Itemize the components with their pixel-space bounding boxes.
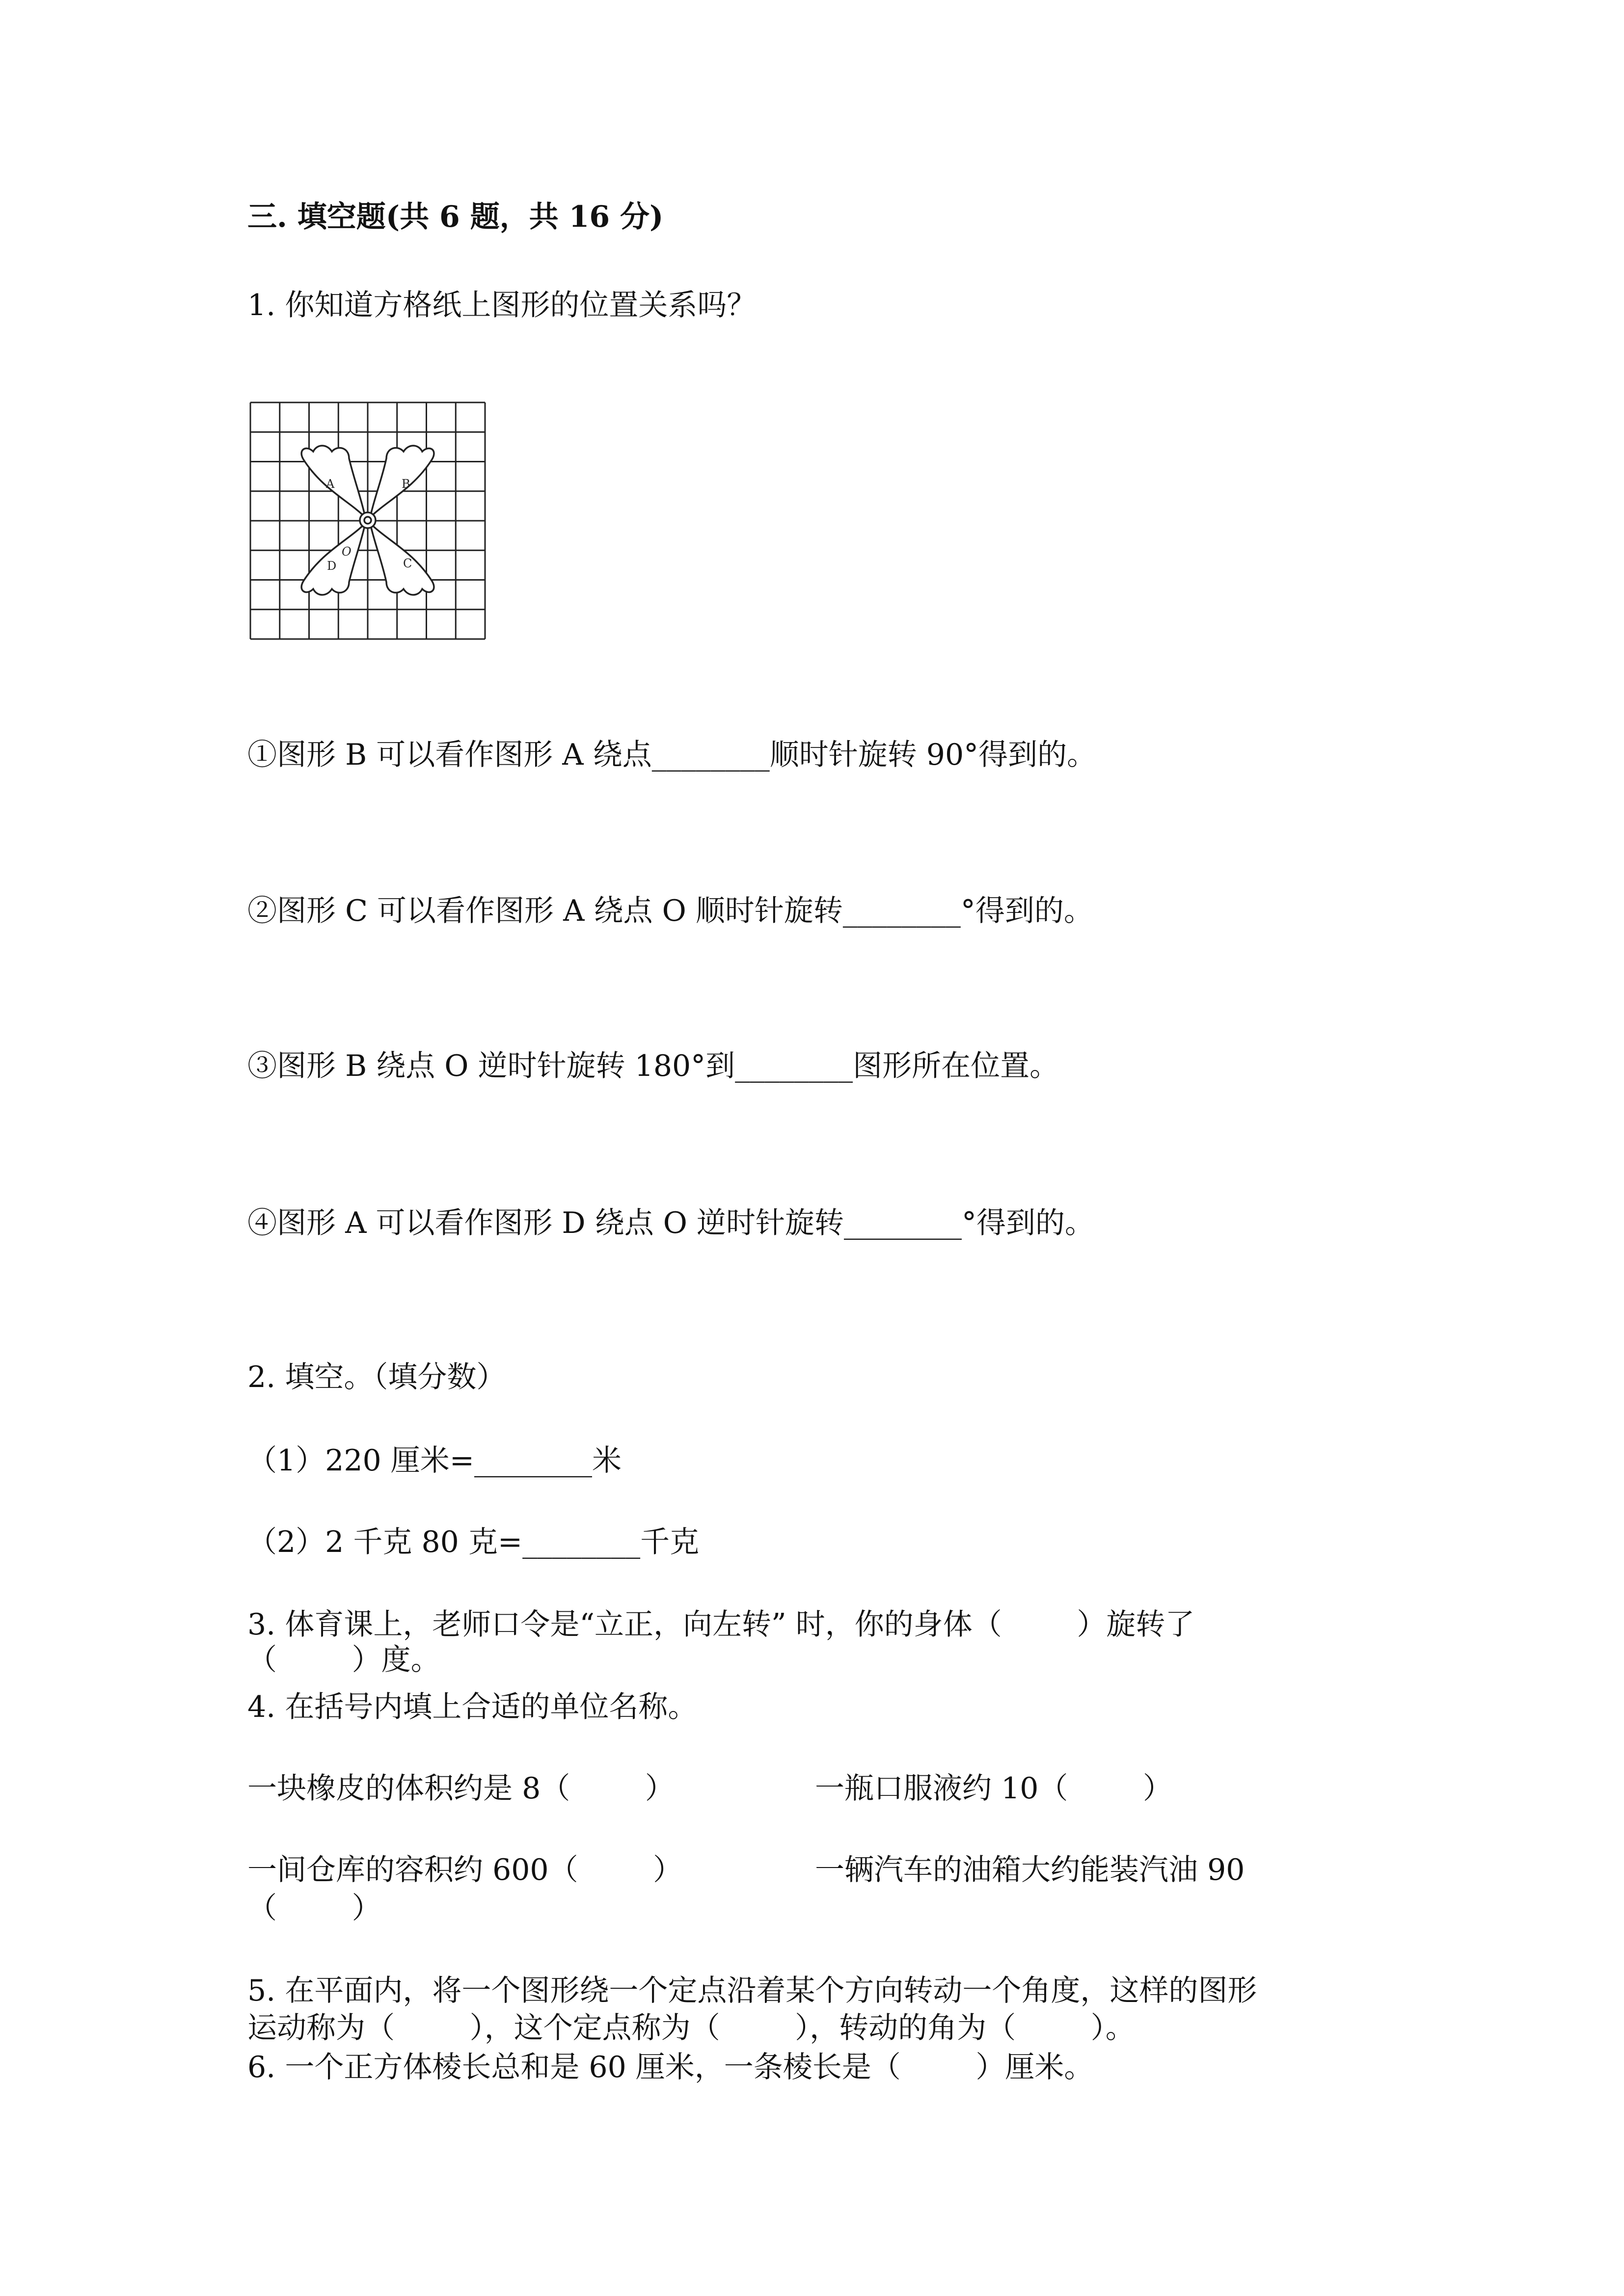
q2-item-2: （2）2 千克 80 克=________千克 [247, 1525, 700, 1559]
q2-stem: 2. 填空。（填分数） [247, 1360, 506, 1394]
section-title: 三. 填空题(共 6 题，共 16 分) [247, 200, 664, 234]
label-d: D [327, 559, 337, 573]
q1-item-2: ②图形 C 可以看作图形 A 绕点 O 顺时针旋转________°得到的。 [247, 894, 1093, 928]
q4-row1-right: 一瓶口服液约 10（ ） [815, 1771, 1172, 1806]
petal-c [370, 523, 434, 595]
label-b: B [402, 477, 410, 491]
q4-row2-right: 一辆汽车的油箱大约能装汽油 90 [815, 1853, 1245, 1887]
q1-item-3: ③图形 B 绕点 O 逆时针旋转 180°到________图形所在位置。 [247, 1049, 1059, 1083]
grid-figure [248, 400, 487, 641]
q6-line-1: 6. 一个正方体棱长总和是 60 厘米，一条棱长是（ ）厘米。 [247, 2050, 1094, 2084]
q3-line-1: 3. 体育课上，老师口令是“立正，向左转” 时，你的身体（ ）旋转了 [247, 1607, 1195, 1642]
q1-item-1: ①图形 B 可以看作图形 A 绕点________顺时针旋转 90°得到的。 [247, 738, 1097, 772]
q4-row1-left: 一块橡皮的体积约是 8（ ） [247, 1771, 675, 1806]
q5-line-2: 运动称为（ ），这个定点称为（ ），转动的角为（ ）。 [247, 2011, 1135, 2045]
q4-row2-left: 一间仓库的容积约 600（ ） [247, 1853, 683, 1887]
q1-stem: 1. 你知道方格纸上图形的位置关系吗？ [247, 288, 757, 322]
q4-row2-cont: （ ） [247, 1891, 381, 1925]
q3-line-2: （ ）度。 [247, 1643, 440, 1677]
label-a: A [326, 477, 335, 491]
q5-line-1: 5. 在平面内，将一个图形绕一个定点沿着某个方向转动一个角度，这样的图形 [247, 1974, 1257, 2008]
q1-item-4: ④图形 A 可以看作图形 D 绕点 O 逆时针旋转________°得到的。 [247, 1206, 1095, 1240]
label-o: O [342, 545, 352, 559]
q4-stem: 4. 在括号内填上合适的单位名称。 [247, 1690, 698, 1724]
q2-item-1: （1）220 厘米=________米 [247, 1443, 622, 1478]
label-c: C [403, 557, 412, 570]
